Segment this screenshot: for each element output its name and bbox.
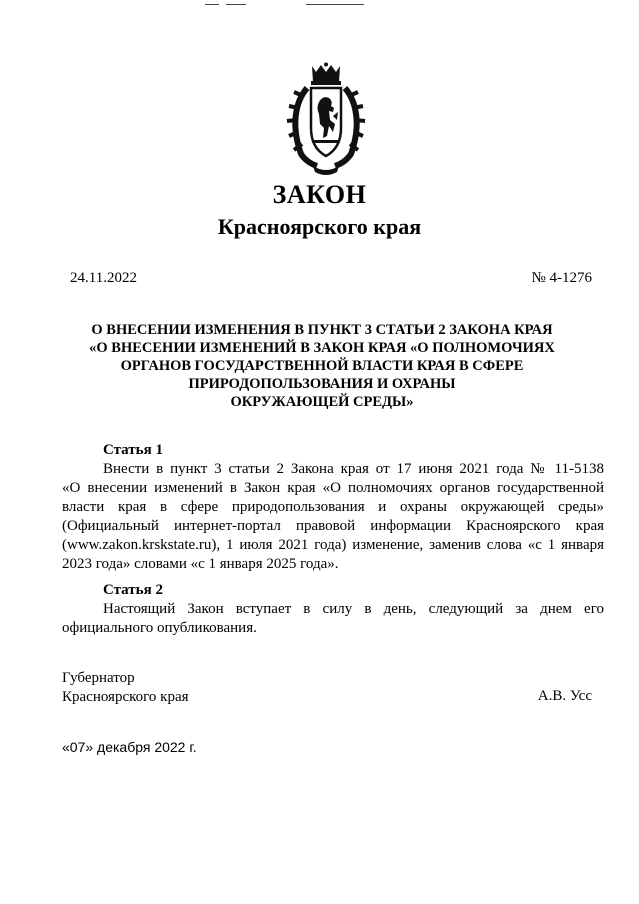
signatory-name: А.В. Усс (537, 688, 592, 704)
article-1-line: «О внесении изменений в Закон края «О полномочиях органов государственной (62, 480, 604, 496)
article-1-line: (www.zakon.krskstate.ru), 1 июля 2021 года) изменение, заменив слова «с 1 января (62, 537, 604, 553)
article-2-line: Настоящий Закон вступает в силу в день, следующий за днем его (103, 601, 604, 617)
document-type-title: ЗАКОН (272, 180, 367, 209)
scan-mark (306, 4, 364, 5)
article-2-line: официального опубликования. (62, 620, 257, 636)
law-heading (60, 321, 584, 411)
signing-date: «07» декабря 2022 г. (62, 739, 197, 755)
article-1-body (62, 460, 604, 574)
krasnoyarsk-coat-of-arms-icon (283, 62, 369, 180)
article-1-line: 2023 года» словами «с 1 января 2025 года». (62, 556, 339, 572)
heading-line: ОРГАНОВ ГОСУДАРСТВЕННОЙ ВЛАСТИ КРАЯ В СФЕРЕ (120, 358, 524, 374)
article-1-line: Внести в пункт 3 статьи 2 Закона края от 17 июня 2021 года № 11-5138 (103, 461, 604, 477)
article-2-body (62, 600, 604, 638)
scan-mark (226, 4, 246, 5)
signatory-position-line: Губернатор (62, 670, 135, 686)
signatory-position (62, 669, 189, 707)
heading-line: ОКРУЖАЮЩЕЙ СРЕДЫ» (230, 394, 414, 410)
law-number: № 4-1276 (531, 270, 592, 286)
scan-mark (205, 4, 219, 5)
law-date: 24.11.2022 (70, 270, 137, 286)
heading-line: ПРИРОДОПОЛЬЗОВАНИЯ И ОХРАНЫ (188, 376, 456, 392)
heading-line: О ВНЕСЕНИИ ИЗМЕНЕНИЯ В ПУНКТ 3 СТАТЬИ 2 ЗАКОНА КРАЯ (91, 322, 553, 338)
article-2-title: Статья 2 (103, 582, 163, 598)
article-1-title: Статья 1 (103, 442, 163, 458)
article-1-line: (Официальный интернет-портал правовой информации Красноярского края (62, 518, 604, 534)
region-subtitle: Красноярского края (217, 214, 422, 239)
article-1-line: власти края в сфере природопользования и охраны окружающей среды» (62, 499, 604, 515)
signatory-position-line: Красноярского края (62, 689, 189, 705)
heading-line: «О ВНЕСЕНИИ ИЗМЕНЕНИЙ В ЗАКОН КРАЯ «О ПОЛНОМОЧИЯХ (89, 340, 555, 356)
